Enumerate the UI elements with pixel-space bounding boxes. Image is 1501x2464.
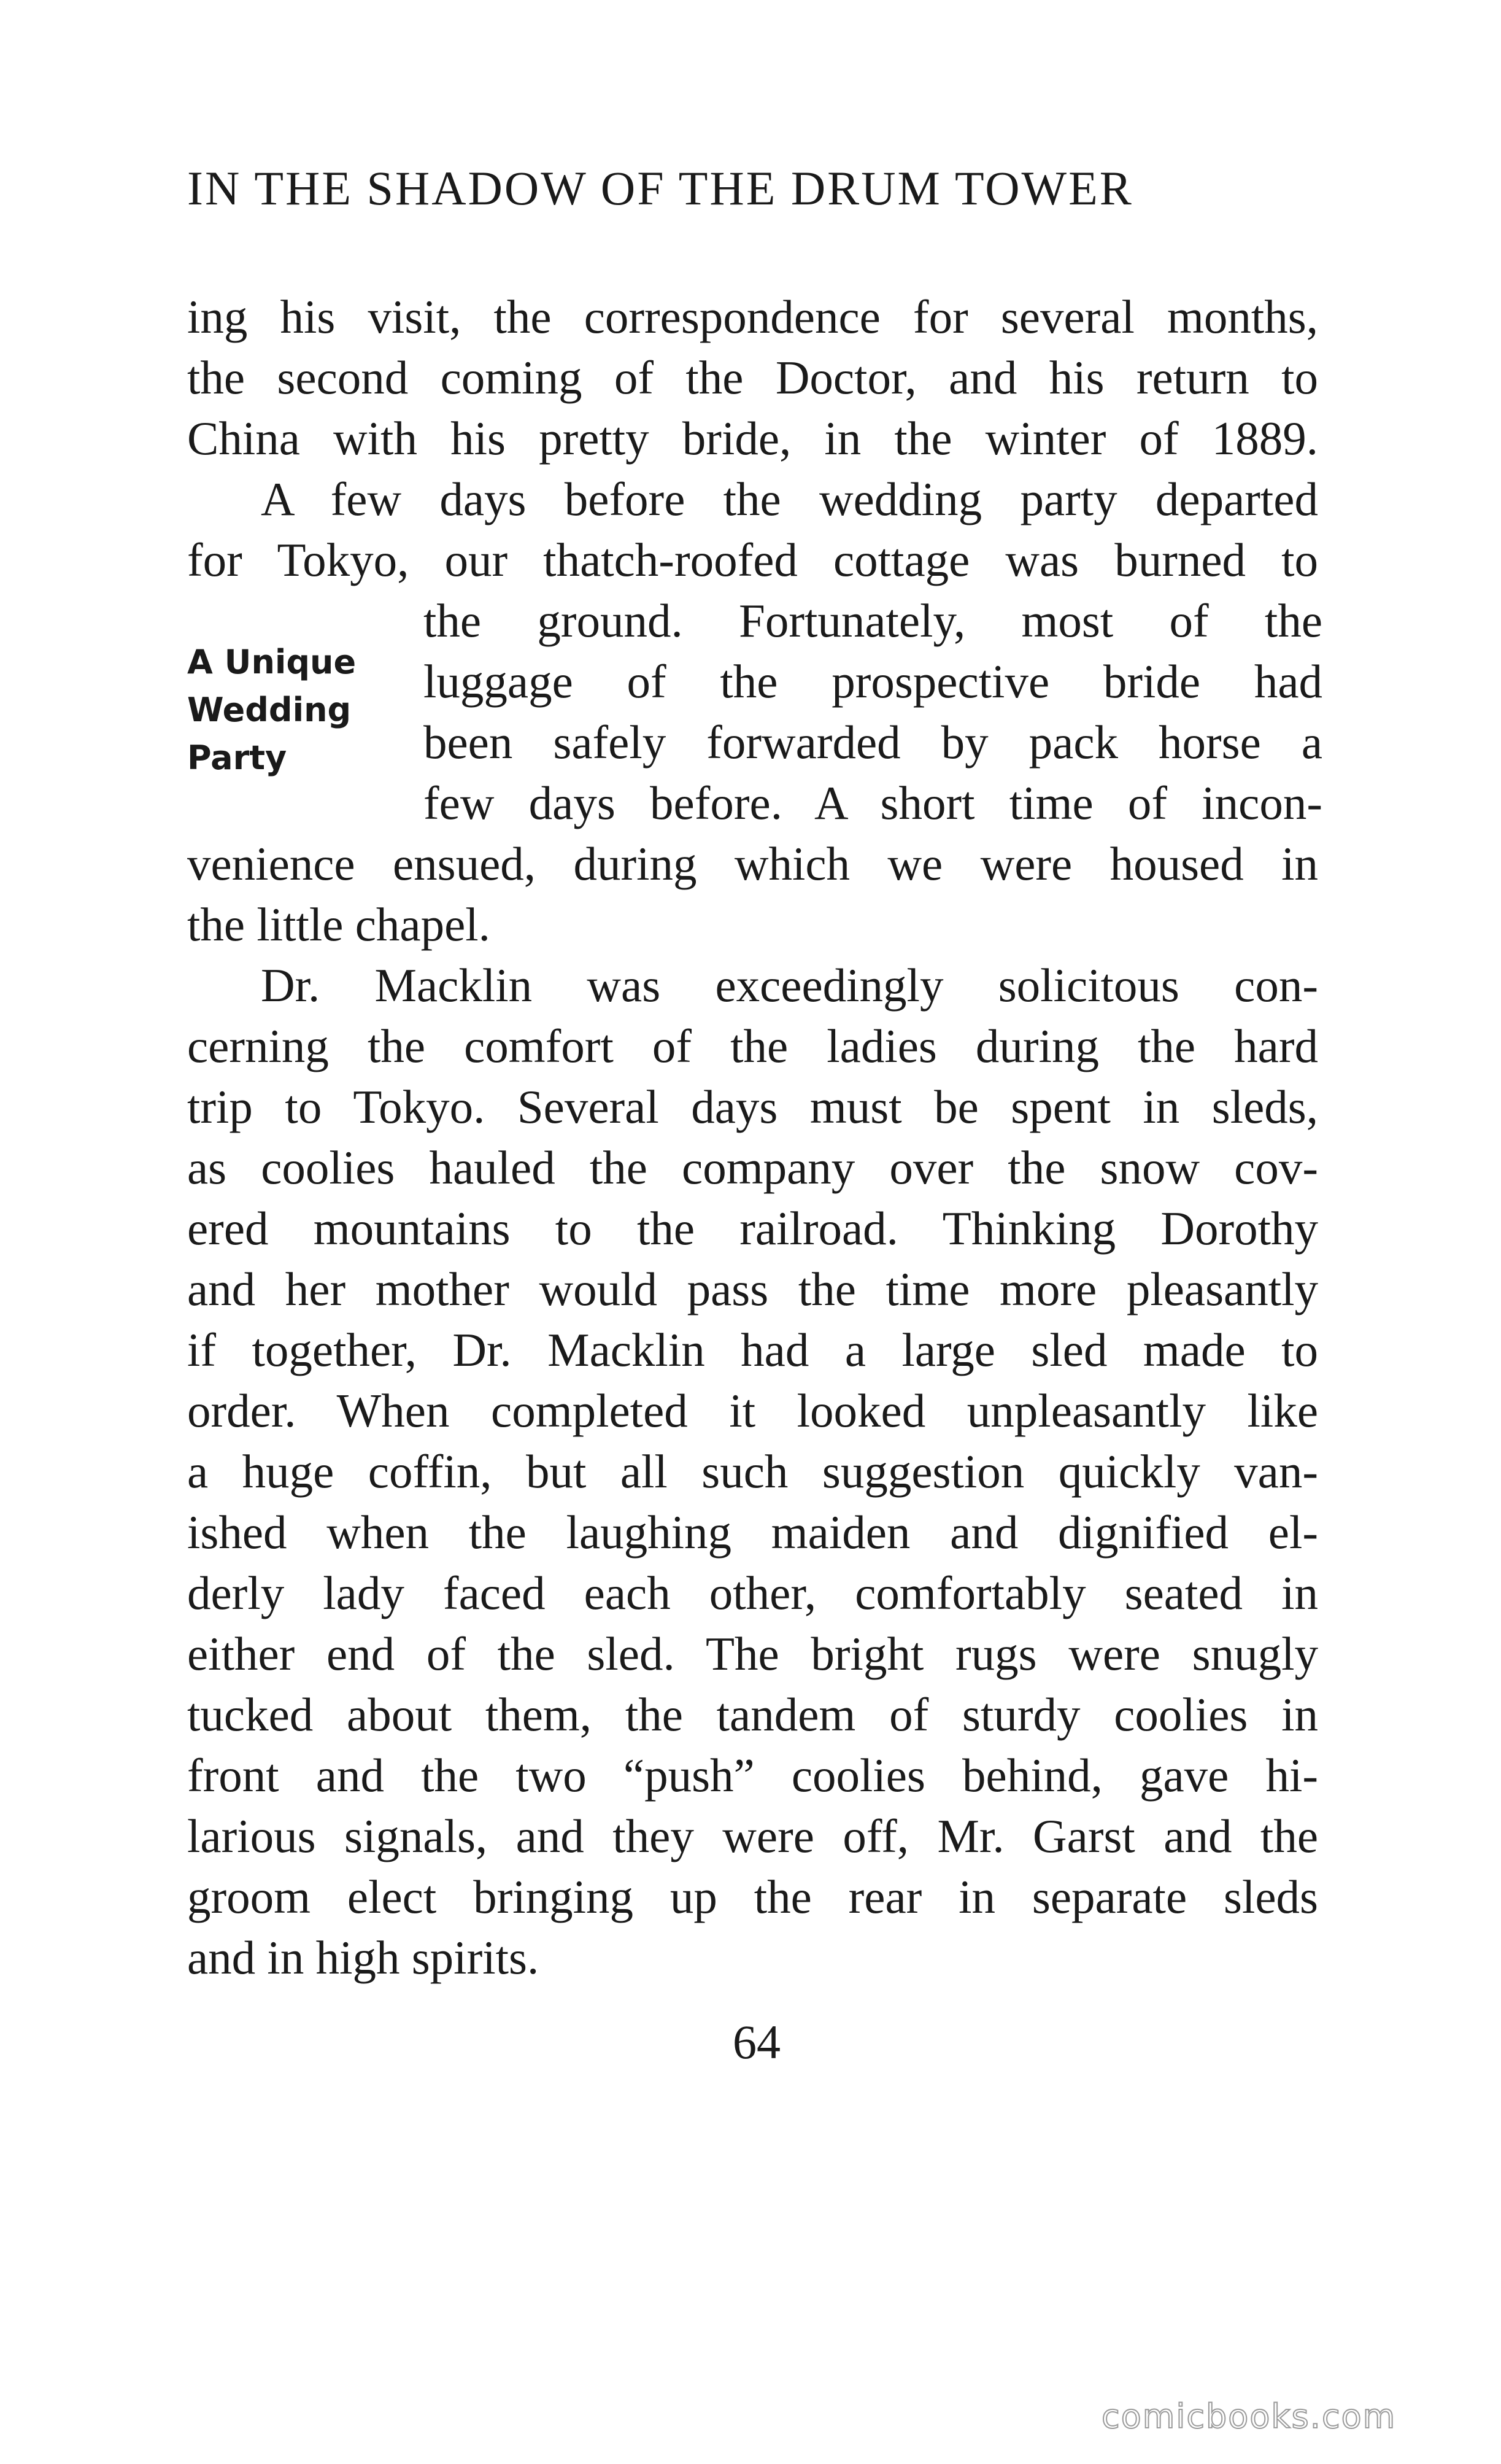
margin-note-line: A Unique — [187, 643, 357, 681]
text-line: venience ensued, during which we were housed in — [187, 837, 1318, 890]
text-line: ered mountains to the railroad. Thinking Dorothy — [187, 1202, 1318, 1255]
text-line: for Tokyo, our thatch-roofed cottage was burned to — [187, 533, 1318, 586]
text-line: derly lady faced each other, comfortably seated in — [187, 1567, 1318, 1619]
text-line: China with his pretty bride, in the winter of 1889. — [187, 412, 1318, 465]
text-line: larious signals, and they were off, Mr. Garst and the — [187, 1810, 1318, 1862]
text-line: if together, Dr. Macklin had a large sled made to — [187, 1323, 1318, 1376]
margin-note-line: Wedding — [187, 691, 352, 729]
text-line: order. When completed it looked unpleasantly like — [187, 1384, 1318, 1437]
text-line: front and the two “push” coolies behind, gave hi- — [187, 1749, 1318, 1802]
text-line: a huge coffin, but all such suggestion quickly van- — [187, 1445, 1318, 1498]
text-line: trip to Tokyo. Several days must be spent in sleds, — [187, 1080, 1318, 1133]
margin-note — [187, 638, 390, 782]
watermark: comicbooks.com — [1102, 2397, 1397, 2436]
margin-note-line: Party — [187, 738, 287, 777]
text-line: ing his visit, the correspondence for several months, — [187, 290, 1318, 343]
text-line: the ground. Fortunately, most of the — [423, 594, 1322, 647]
text-line: cerning the comfort of the ladies during the hard — [187, 1020, 1318, 1072]
text-line: been safely forwarded by pack horse a — [423, 716, 1322, 769]
text-line: Dr. Macklin was exceedingly solicitous con- — [261, 959, 1318, 1012]
text-line: and her mother would pass the time more pleasantly — [187, 1263, 1318, 1315]
text-line: tucked about them, the tandem of sturdy coolies in — [187, 1688, 1318, 1741]
text-line: few days before. A short time of incon- — [423, 777, 1322, 829]
text-line: and in high spirits. — [187, 1931, 539, 1984]
text-line: the little chapel. — [187, 898, 490, 951]
text-line: luggage of the prospective bride had — [423, 655, 1322, 708]
running-head: IN THE SHADOW OF THE DRUM TOWER — [187, 161, 1133, 215]
text-line: as coolies hauled the company over the snow cov- — [187, 1141, 1318, 1194]
text-line: either end of the sled. The bright rugs were snugly — [187, 1627, 1318, 1680]
text-line: A few days before the wedding party departed — [261, 473, 1318, 525]
text-line: groom elect bringing up the rear in separate sleds — [187, 1870, 1318, 1923]
text-line: ished when the laughing maiden and dignified el- — [187, 1506, 1318, 1559]
page-number: 64 — [733, 2015, 781, 2069]
text-line: the second coming of the Doctor, and his return to — [187, 351, 1318, 404]
